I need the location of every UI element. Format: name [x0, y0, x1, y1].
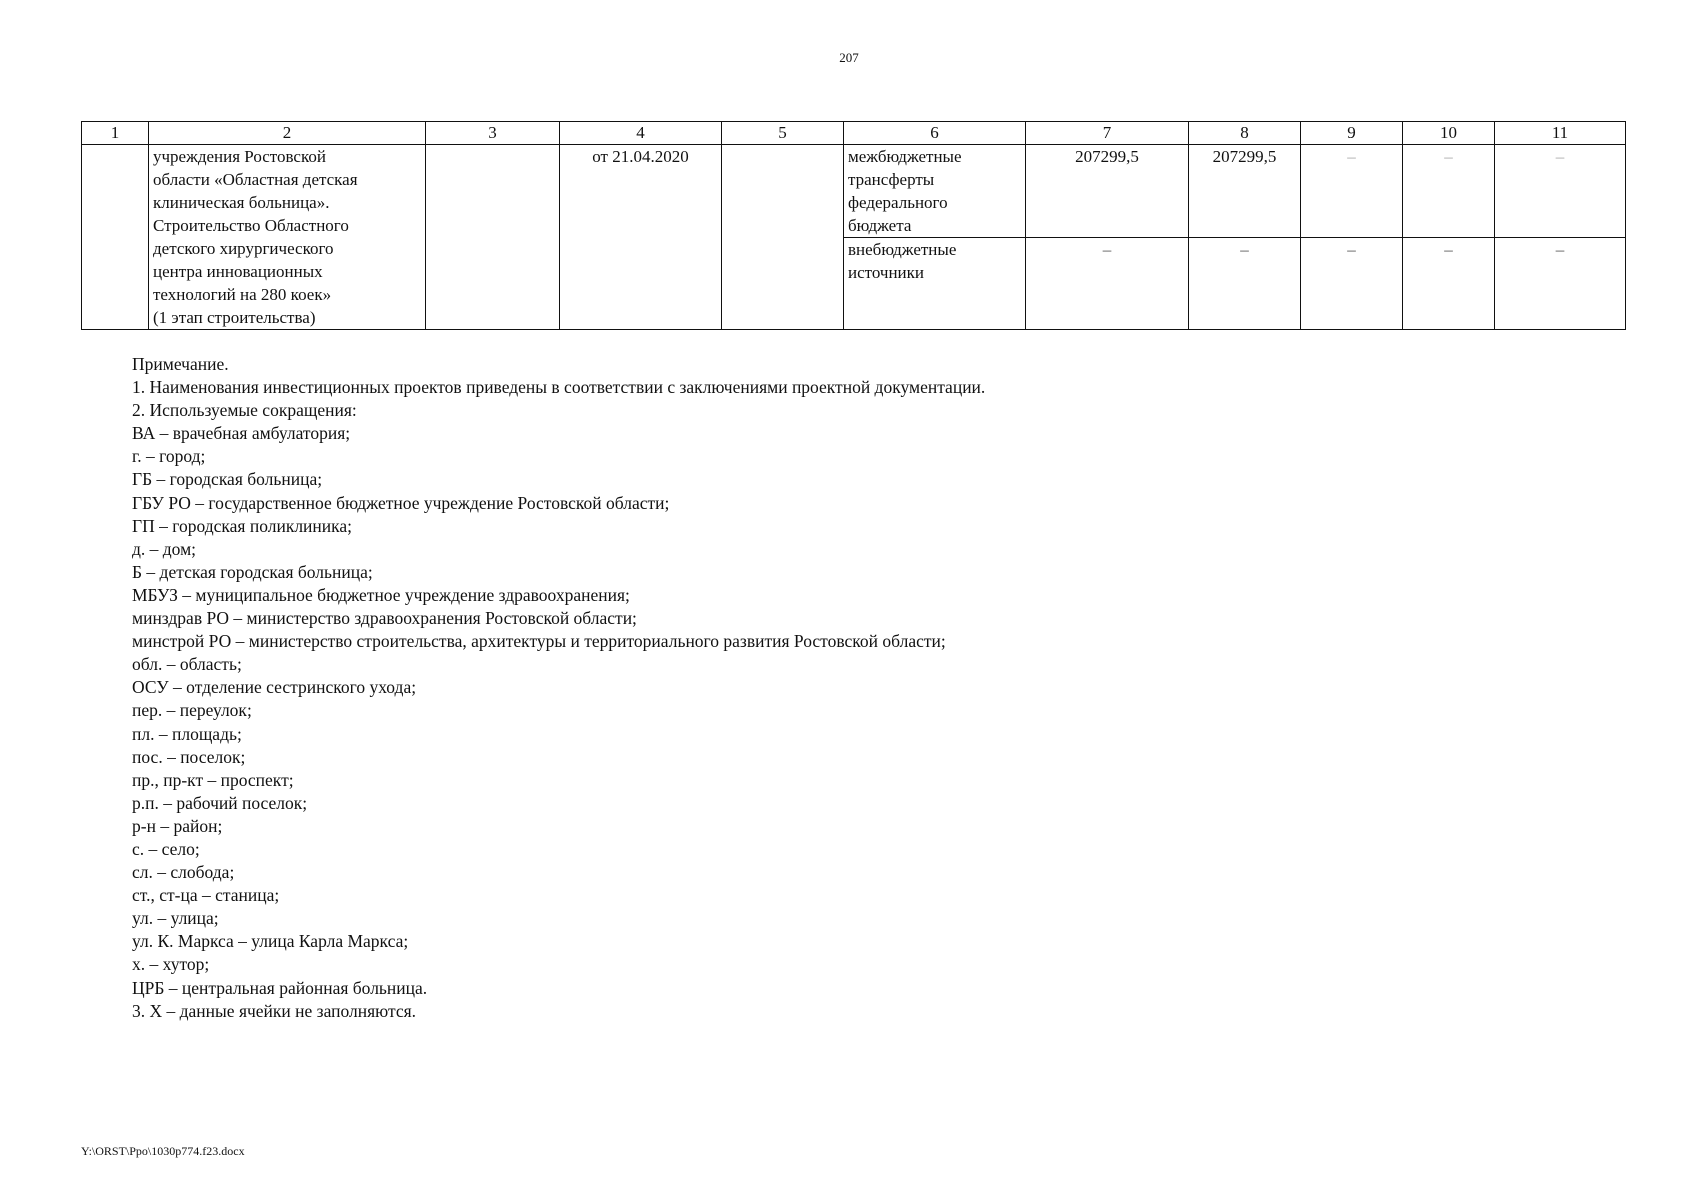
funding-source-line: федерального	[848, 193, 948, 212]
project-name-line: учреждения Ростовской	[153, 147, 326, 166]
cell-value-10: –	[1403, 145, 1495, 238]
abbreviation-item: с. – село;	[132, 838, 200, 859]
abbreviation-item: х. – хутор;	[132, 954, 210, 975]
abbreviation-item: ГБ – городская больница;	[132, 469, 323, 490]
cell-value-8: 207299,5	[1189, 145, 1301, 238]
cell-funding-source	[844, 238, 1026, 330]
abbreviation-item: пл. – площадь;	[132, 723, 242, 744]
cell-value-7: –	[1026, 238, 1189, 330]
abbreviation-item: Б – детская городская больница;	[132, 561, 373, 582]
funding-source-line: источники	[848, 263, 925, 282]
header-cell-4: 4	[560, 122, 722, 145]
abbreviation-item: обл. – область;	[132, 654, 242, 675]
header-cell-5: 5	[722, 122, 844, 145]
cell-project-name	[149, 145, 426, 330]
project-name-line: (1 этап строительства)	[153, 308, 316, 327]
table-row	[82, 145, 1626, 238]
abbreviation-item: минстрой РО – министерство строительства, архитектуры и территориального развития Ростовской области;	[132, 631, 946, 652]
abbreviation-item: ЦРБ – центральная районная больница.	[132, 977, 428, 998]
abbreviation-item: ВА – врачебная амбулатория;	[132, 423, 351, 444]
abbreviation-item: минздрав РО – министерство здравоохранения Ростовской области;	[132, 608, 637, 629]
cell-value-10: –	[1403, 238, 1495, 330]
header-cell-8: 8	[1189, 122, 1301, 145]
abbreviation-item: сл. – слобода;	[132, 862, 235, 883]
funding-source-line: внебюджетные	[848, 240, 957, 259]
cell-value-8: –	[1189, 238, 1301, 330]
header-cell-2: 2	[149, 122, 426, 145]
project-name-line: области «Областная детская	[153, 170, 358, 189]
abbreviation-item: МБУЗ – муниципальное бюджетное учреждение здравоохранения;	[132, 584, 630, 605]
project-name-line: Строительство Областного	[153, 216, 349, 235]
header-cell-7: 7	[1026, 122, 1189, 145]
abbreviation-item: г. – город;	[132, 446, 206, 467]
funding-source-line: трансферты	[848, 170, 935, 189]
header-cell-6: 6	[844, 122, 1026, 145]
cell-funding-source	[844, 145, 1026, 238]
notes-section	[132, 353, 1612, 1023]
abbreviation-item: ул. – улица;	[132, 908, 219, 929]
note-line: 1. Наименования инвестиционных проектов приведены в соответствии с заключениями проектной документации.	[132, 377, 986, 398]
funding-source-line: бюджета	[848, 216, 912, 235]
project-name-line: центра инновационных	[153, 262, 323, 281]
cell-col5	[722, 145, 844, 330]
abbreviation-item: пос. – поселок;	[132, 746, 246, 767]
funding-source-line: межбюджетные	[848, 147, 962, 166]
page-number: 207	[839, 50, 859, 65]
abbreviation-item: д. – дом;	[132, 538, 197, 559]
header-cell-1: 1	[82, 122, 149, 145]
abbreviation-item: р-н – район;	[132, 815, 223, 836]
header-cell-9: 9	[1301, 122, 1403, 145]
header-cell-3: 3	[426, 122, 560, 145]
abbreviation-item: р.п. – рабочий поселок;	[132, 792, 308, 813]
table-header-row	[82, 122, 1626, 145]
header-cell-11: 11	[1495, 122, 1626, 145]
abbreviation-item: ст., ст-ца – станица;	[132, 885, 280, 906]
project-name-line: клиническая больница».	[153, 193, 330, 212]
abbreviation-item: пр., пр-кт – проспект;	[132, 769, 294, 790]
abbreviation-item: ОСУ – отделение сестринского ухода;	[132, 677, 417, 698]
investment-table	[81, 121, 1626, 330]
project-name-line: технологий на 280 коек»	[153, 285, 332, 304]
abbreviation-item: ГП – городская поликлиника;	[132, 515, 353, 536]
notes-title: Примечание.	[132, 354, 229, 374]
cell-value-11: –	[1495, 145, 1626, 238]
note-line: 2. Используемые сокращения:	[132, 400, 357, 421]
note-line: 3. Х – данные ячейки не заполняются.	[132, 1000, 417, 1021]
project-name-line: детского хирургического	[153, 239, 334, 258]
header-cell-10: 10	[1403, 122, 1495, 145]
cell-value-7: 207299,5	[1026, 145, 1189, 238]
cell-value-9: –	[1301, 145, 1403, 238]
cell-date: от 21.04.2020	[560, 145, 722, 330]
cell-value-9: –	[1301, 238, 1403, 330]
file-path-footer: Y:\ORST\Ppo\1030p774.f23.docx	[81, 1144, 245, 1158]
cell-number	[82, 145, 149, 330]
abbreviation-item: пер. – переулок;	[132, 700, 252, 721]
cell-value-11: –	[1495, 238, 1626, 330]
cell-col3	[426, 145, 560, 330]
abbreviation-item: ул. К. Маркса – улица Карла Маркса;	[132, 931, 409, 952]
abbreviation-item: ГБУ РО – государственное бюджетное учреждение Ростовской области;	[132, 492, 670, 513]
